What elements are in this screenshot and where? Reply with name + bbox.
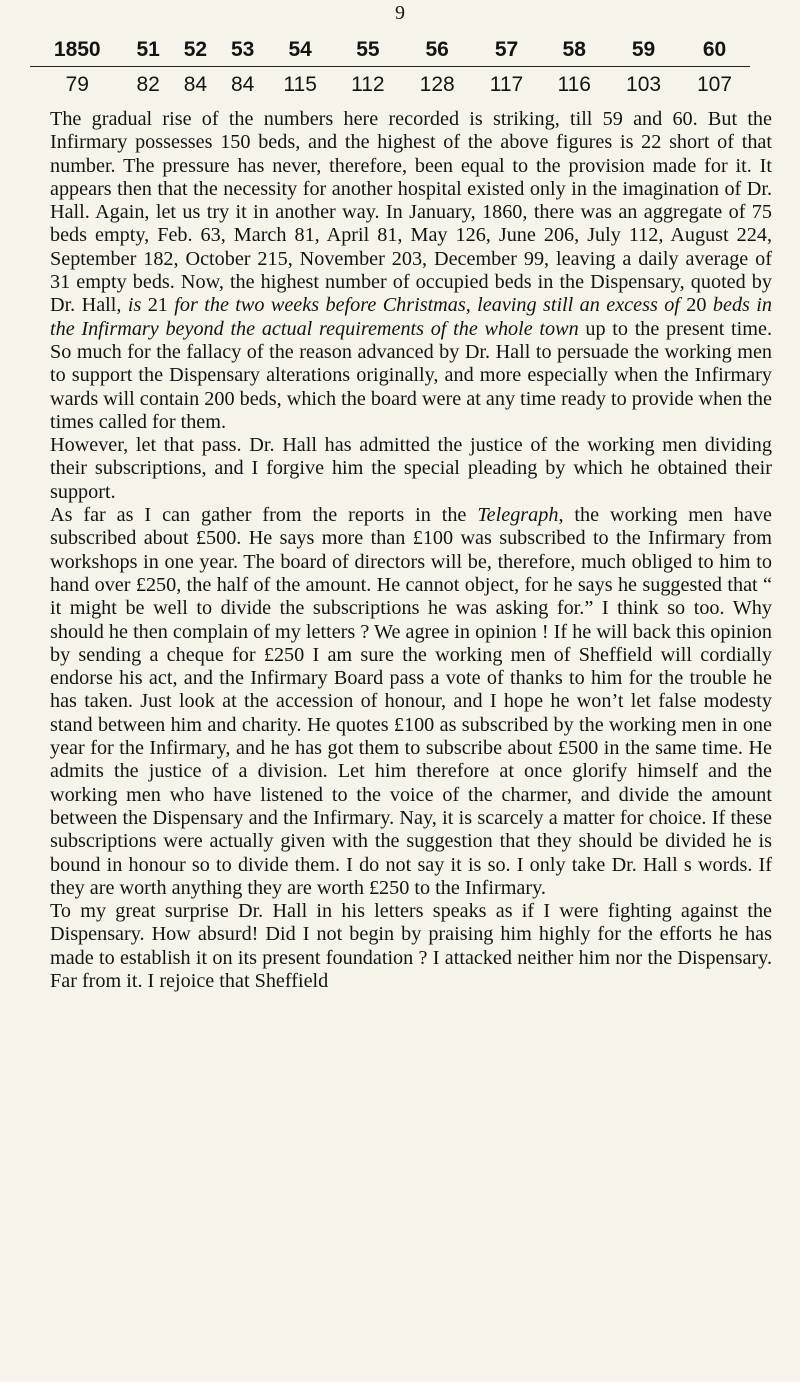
- italic-text: is: [127, 294, 142, 317]
- count-cell: 84: [183, 73, 208, 96]
- text-run: As far as I can gather from the reports in the: [50, 504, 478, 527]
- count-cell: 82: [136, 73, 160, 96]
- count-cell: 103: [626, 73, 662, 96]
- year-cell: 54: [266, 34, 334, 67]
- text-run: 20: [679, 294, 713, 317]
- text-run: The gradual rise of the numbers here recorded is striking, till 59 and 60. But the Infirmary possesses 150 beds, and the highest of the above figures is 22 short of that number. The pressure has never, therefore, been equal to the provision made for it. It appears then that the necessity for another hospital existed only in the imagination of Dr. Hall. Again, let us try it in another way. In January, 1860, there was an aggregate of 75 beds empty, Feb. 63, March 81, April 81, May 126, June 206, July 112, August 224, September 182, October 215, November 203, December 99, leaving a daily average of 31 empty beds. Now, the highest number of occupied beds in the Dispensary, quoted by Dr. Hall,: [50, 108, 772, 317]
- count-cell: 117: [489, 73, 524, 96]
- italic-text: beds in the Infirmary beyond the actual requirements of the whole town: [50, 294, 772, 340]
- paragraph: [50, 434, 772, 504]
- year-cell: 58: [540, 34, 608, 67]
- year-cell: 53: [219, 34, 266, 67]
- count-cell: 112: [351, 73, 385, 96]
- year-cell: 1850: [30, 34, 125, 67]
- italic-text: Telegraph: [477, 504, 559, 527]
- count-cell: 116: [557, 73, 591, 96]
- year-cell: 56: [402, 34, 473, 67]
- count-cell: 115: [283, 73, 317, 96]
- paragraph: [50, 504, 772, 900]
- count-cell: 128: [419, 73, 455, 96]
- count-cell: 79: [65, 73, 89, 96]
- count-cell: 107: [696, 73, 733, 96]
- text-run: up to the present time. So much for the fallacy of the reason advanced by Dr. Hall to persuade the working men to support the Dispensary alterations originally, and more especially when the Infirmary wards will contain 200 beds, which the board were at any time ready to provide when the times called for them.: [50, 317, 772, 433]
- year-cell: 60: [679, 34, 750, 67]
- figures-table: [30, 34, 750, 103]
- text-run: To my great surprise Dr. Hall in his letters speaks as if I were fighting against the Dispensary. How absurd! Did I not begin by praising him highly for the efforts he has made to establish it on its present foundation ? I attacked neither him nor the Dispensary. Far from it. I rejoice that Sheffield: [50, 900, 772, 992]
- body-text: [50, 108, 772, 993]
- year-cell: 55: [334, 34, 402, 67]
- counts-row: [30, 67, 750, 104]
- count-cell: 84: [230, 73, 255, 96]
- years-row: [30, 34, 750, 67]
- year-cell: 52: [172, 34, 219, 67]
- paragraph: [50, 108, 772, 434]
- italic-text: for the two weeks before Christmas, leaving still an excess of: [174, 294, 680, 317]
- year-cell: 51: [125, 34, 172, 67]
- text-run: , the working men have subscribed about £500. He says more than £100 was subscribed to the Infirmary from workshops in one year. The board of directors will be, therefore, much obliged to him to hand over £250, the half of the amount. He cannot object, for he says he suggested that “ it might be well to divide the subscriptions he was asking for.” I think so too. Why should he then complain of my letters ? We agree in opinion ! If he will back this opinion by sending a cheque for £250 I am sure the working men of Sheffield will cordially endorse his act, and the Infirmary Board pass a vote of thanks to him for the trouble he has taken. Just look at the accession of honour, and I hope he won’t let false modesty stand between him and charity. He quotes £100 as subscribed by the working men in one year for the Infirmary, and he has got them to subscribe about £500 in the same time. He admits the justice of a division. Let him therefore at once glorify himself and the working men who have listened to the voice of the charmer, and divide the amount between the Dispensary and the Infirmary. Nay, it is scarcely a matter for choice. If these subscriptions were actually given with the suggestion that they should be divided he is bound in honour so to divide them. I do not say it is so. I only take Dr. Hall s words. If they are worth anything they are worth £250 to the Infirmary.: [50, 504, 772, 899]
- year-cell: 57: [473, 34, 541, 67]
- text-run: However, let that pass. Dr. Hall has admitted the justice of the working men dividing their subscriptions, and I forgive him the special pleading by which he obtained their support.: [50, 434, 772, 503]
- year-cell: 59: [608, 34, 679, 67]
- paragraph: [50, 900, 772, 993]
- page-number: 9: [395, 2, 405, 24]
- text-run: 21: [141, 294, 175, 317]
